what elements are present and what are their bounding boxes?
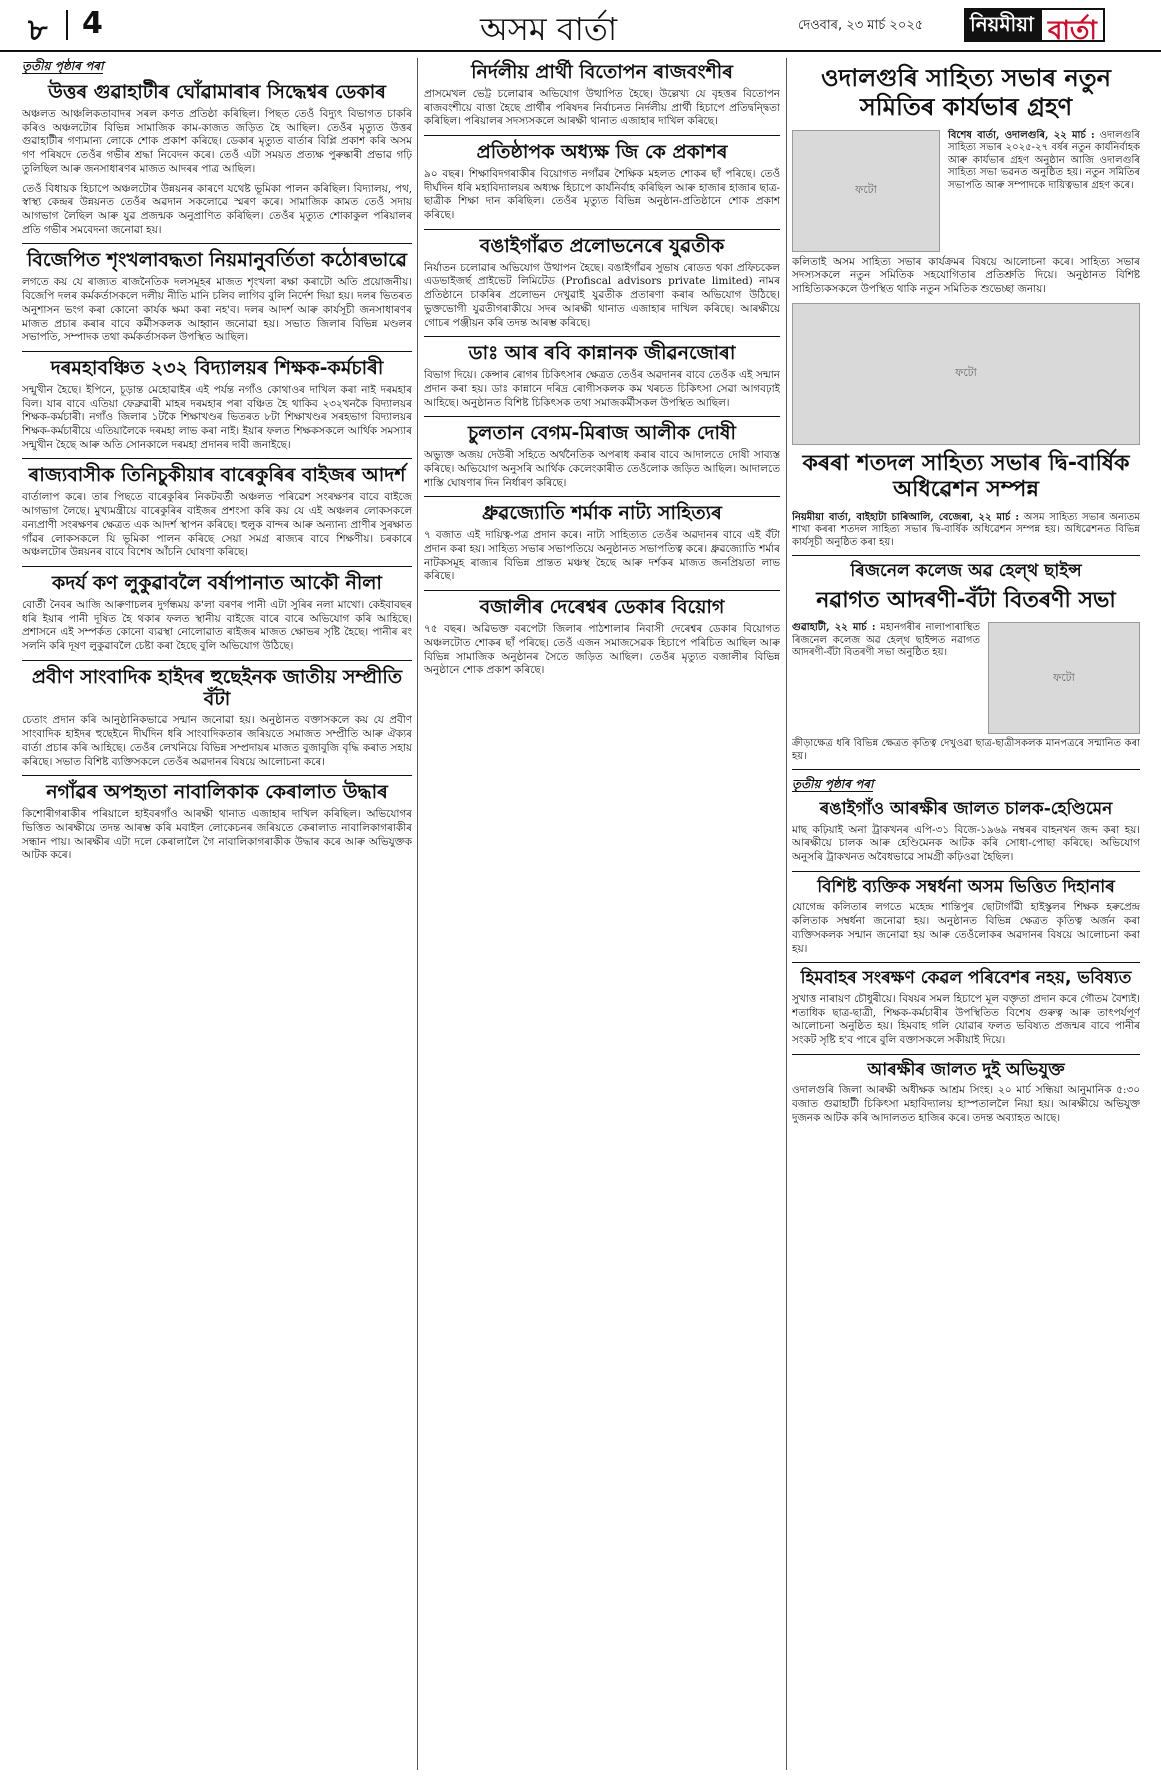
divider [792,1054,1140,1055]
article-body: কলিতাই অসম সাহিত্য সভাৰ কাৰ্যক্ৰমৰ বিষয়ে আলোচনা কৰে। সাহিত্য সভাৰ সদস্যসকলে নতুন সমিতিক সহযোগিতাৰ প্ৰতিশ্ৰুতি দিয়ে। অনুষ্ঠানত বিশিষ্ট সাহিত্যিকসকলে উপস্থিত থাকি নতুন সমিতিক শুভেচ্ছা জনায়। [792,255,1140,296]
divider [424,229,780,230]
article-title: বঙাইগাঁৱত প্ৰলোভনেৰে যুৱতীক [479,234,725,257]
caption-text: মহানগৰীৰ নালাপাৰাস্থিত ৰিজনেল কলেজ অৱ হেল্থ ছাইন্সত নৱাগত আদৰণী-বঁটা বিতৰণী সভা অনুষ্ঠিত হয়। [792,622,980,659]
article-body: অভ্যুক্ত অজয় দেউৰী সহিতে অৰ্থনৈতিক অপৰাধ কৰাৰ বাবে আদালতে দোষী সাব্যস্ত কৰিছে। অভিযোগ অনুসৰি আৰ্থিক কেলেংকাৰীত তেওঁলোক জড়িত আছিল। আদালতে শাস্তি ঘোষণাৰ দিন নিৰ্ধাৰণ কৰিছে। [424,449,780,489]
article-title: ৰঙাইগাঁও আৰক্ষীৰ জালত চালক-হেণ্ডিমেন [819,799,1113,820]
divider [22,660,412,661]
article-title: ডাঃ আৰ ৰবি কান্নানক জীৱনজোৰা [468,342,736,365]
article-body: মাছ কঢ়িয়াই অনা ট্ৰাকখনৰ এপি-৩১ বিজে-১৯৬৯ নম্বৰৰ বাহনখন জব্দ কৰা হয়। আৰক্ষীয়ে চালক আৰু হেণ্ডিমেনক আটক কৰি সোধা-পোছা কৰিছে। অভিযোগ অনুসৰি ট্ৰাকখনত অবৈধভাৱে সামগ্ৰী কঢ়িওৱা হৈছিল। [792,823,1140,864]
article-body: ৭ বজাত এই দায়িত্ব-পত্ৰ প্ৰদান কৰে। নাট্য সাহিত্যত তেওঁৰ অৱদানৰ বাবে এই বঁটা প্ৰদান কৰা হয়। সাহিত্য সভাৰ সভাপতিয়ে অনুষ্ঠানত সভাপতিত্ব কৰে। ধ্ৰুৱজ্যোতি শৰ্মাৰ নাটকসমূহ ৰাজ্যৰ বিভিন্ন প্ৰান্তত মঞ্চস্থ হৈছে আৰু দৰ্শকৰ মাজত জনপ্ৰিয়তা লাভ কৰিছে। [424,529,780,583]
subheading: ৰিজনেল কলেজ অৱ হেল্থ ছাইন্স [850,561,1082,582]
article-body: বাৰ্তালাপ কৰে। তাৰ পিছতে বাৰেকুৰিৰ নিকটবৰ্তী অঞ্চলত পৰিৱেশ সংৰক্ষণৰ বাবে বাইজে আগভাগ লৈছে। মুখ্যমন্ত্ৰীয়ে বাৰেকুৰিৰ বাইজৰ প্ৰশংসা কৰি কয় যে এই অঞ্চলৰ লোকসকলে বন্যপ্ৰাণী সংৰক্ষণৰ ক্ষেত্ৰত এক আদৰ্শ স্থাপন কৰিছে। হুলুক বান্দৰ আৰু অন্যান্য প্ৰাণীৰ সুৰক্ষাত গাঁৱৰ লোকসকলে যি ভূমিকা পালন কৰিছে সেয়া সমগ্ৰ ৰাজ্যৰ বাবে শিক্ষণীয়। চৰকাৰে অঞ্চলটোৰ উন্নয়নৰ বাবে বিশেষ আঁচনি ঘোষণা কৰিছে। [22,491,412,559]
dateline: বিশেষ বাৰ্তা, ওদালগুৰি, ২২ মাৰ্চ : [948,129,1095,141]
article-title: হিমবাহৰ সংৰক্ষণ কেৱল পৰিবেশৰ নহয়, ভবিষ্যত [800,968,1132,989]
article-title: প্ৰতিষ্ঠাপক অধ্যক্ষ জি কে প্ৰকাশৰ [476,141,728,164]
article-body: নিৰ্যাতন চলোৱাৰ অভিযোগ উত্থাপন হৈছে। বঙাইগাঁৱৰ সুভাষ ৰোডত থকা প্ৰফিচকেল এডভাইজৰ্ছ প্ৰাইভেট লিমিটেড (Profiscal advisors private limited) নামৰ প্ৰতিষ্ঠানে চাকৰিৰ প্ৰলোভন দেখুৱাই যুৱতীক প্ৰতাৰণা কৰাৰ অভিযোগ উঠিছে। ভুক্তভোগী যুৱতীগৰাকীয়ে সদৰ আৰক্ষী থানাত এজাহাৰ দাখিল কৰিছে। আৰক্ষীয়ে গোচৰ পঞ্জীয়ন কৰি তদন্ত আৰম্ভ কৰিছে। [424,261,780,329]
feature-headline: কৰৰা শতদল সাহিত্য সভাৰ দ্বি-বাৰ্ষিক অধিৱেশন সম্পন্ন [802,450,1130,503]
column-middle [424,58,780,1770]
column-right [792,58,1140,1770]
divider [22,566,412,567]
divider [792,871,1140,872]
article-body: সন্মুখীন হৈছে। ইপিনে, চূড়ান্ত মেহোৱাইৰ এই পৰ্যন্ত নগাঁও কোথাওৰ দাখিল কৰা নাই দৰমহাৰ বিল। যাৰ বাবে এতিয়া ফেব্ৰুৱাৰী মাহৰ দৰমহাৰ পৰা বঞ্চিত হৈ থাকিব ২৩২খনকৈ বিদ্যালয়ৰ শিক্ষক-কৰ্মচাৰী। নগাঁও জিলাৰ ১টকৈ শিক্ষাখণ্ডৰ ভিতৰত ৮টা শিক্ষাখণ্ডৰ সৰহভাগ বিদ্যালয়ৰ শিক্ষক-কৰ্মচাৰীয়ে এতিয়ালৈকে দৰমহা লাভ কৰা নাই। ইয়াৰ ফলত শিক্ষকসকলে আৰ্থিক সমস্যাৰ সন্মুখীন হৈছে আৰু অতি সোনকালে দৰমহা প্ৰদানৰ দাবী জনাইছে। [22,383,412,451]
logo-right: বাৰ্তা [1040,8,1105,42]
article-body: বিভাগ দিয়ে। কেন্সাৰ ৰোগৰ চিকিৎসাৰ ক্ষেত্ৰত তেওঁৰ অৱদানৰ বাবে তেওঁক এই সন্মান প্ৰদান কৰা হয়। ডাঃ কান্নানে দৰিদ্ৰ ৰোগীসকলক কম খৰচত চিকিৎসা সেৱা আগবঢ়াই আহিছে। অনুষ্ঠানত বিশিষ্ট চিকিৎসক তথা সমাজকৰ্মীসকল উপস্থিত আছিল। [424,369,780,409]
header-divider [66,10,68,40]
article-title: প্ৰবীণ সাংবাদিক হাইদৰ হুছেইনক জাতীয় সম্প্ৰীতি বঁটা [31,665,403,710]
news-photo: ফটো [792,130,940,252]
article-body: লগতে কয় যে ৰাজ্যত ৰাজনৈতিক দলসমূহৰ মাজত শৃংখলা ৰক্ষা কৰাটো অতি প্ৰয়োজনীয়। বিজেপি দলৰ কৰ্মকৰ্তাসকলে দলীয় নীতি মানি চলিব লাগিব বুলি নিৰ্দেশ দিয়া হয়। দলৰ ভিতৰত অনুশাসন ভংগ কৰা কোনো কাৰ্যক ক্ষমা কৰা নহ'ব। দলৰ আদৰ্শ আৰু কাৰ্যসূচী জনসাধাৰণৰ মাজত প্ৰচাৰ কৰাৰ বাবে কৰ্মীসকলক আহ্বান জনোৱা হয়। সভাত জিলাৰ বিভিন্ন মণ্ডলৰ সভাপতি, সম্পাদক তথা কৰ্মকৰ্তাসকল উপস্থিত আছিল। [22,276,412,344]
lead-headline: ওদালগুৰি সাহিত্য সভাৰ নতুন সমিতিৰ কাৰ্যভাৰ গ্ৰহণ [821,64,1111,121]
divider [22,351,412,352]
article-body: ওদালগুৰি জিলা আৰক্ষী অধীক্ষক আশ্ৰম সিংহ। ২০ মাৰ্চ সন্ধিয়া আনুমানিক ৫:৩০ বজাত গুৱাহাটী চিকিৎসা মহাবিদ্যালয় হাস্পতাললৈ নিয়া হয়। আৰক্ষীয়ে অভিযুক্ত দুজনক আটক কৰি আদালতত হাজিৰ কৰে। তদন্ত অব্যাহত আছে। [792,1084,1140,1124]
article-body: যোগেন্দ্ৰ কলিতাৰ লগতে মহেন্দ্ৰ শান্তিপুৰ ছোটাগাঁৱী হাইস্কুলৰ শিক্ষক হৰুপ্ৰেন্দ্ৰ কলিতাক সম্বৰ্ধনা জনোৱা হয়। অনুষ্ঠানত বিভিন্ন ক্ষেত্ৰত কৃতিত্ব অৰ্জন কৰা ব্যক্তিসকলক সন্মান জনোৱা হয় আৰু তেওঁলোকৰ অৱদানৰ বিষয়ে আলোচনা কৰা হয়। [792,901,1140,955]
article-body: চেতাং প্ৰদান কৰি আনুষ্ঠানিকভাৱে সন্মান জনোৱা হয়। অনুষ্ঠানত বক্তাসকলে কয় যে প্ৰবীণ সাংবাদিক হাইদৰ হুছেইনে দীৰ্ঘদিন ধৰি সাংবাদিকতাৰ জৰিয়তে সমাজত সম্প্ৰীতি আৰু ঐক্যৰ বাৰ্তা প্ৰচাৰ কৰি আহিছে। তেওঁৰ লেখনিয়ে বিভিন্ন সম্প্ৰদায়ৰ মাজত বুজাবুজি বৃদ্ধি কৰাত সহায় কৰিছে। সভাত বিশিষ্ট ব্যক্তিসকলে তেওঁৰ অৱদানৰ বিষয়ে আলোচনা কৰে। [22,714,412,768]
divider [424,590,780,591]
article-body: প্ৰাসমেখল ভেট্ট চলোৱাৰ অভিযোগ উত্থাপিত হৈছে। উল্লেখ্য যে বৃহত্তৰ বিতোপন ৰাজবংশীয়ে বাত্তা হৈছে প্ৰাৰ্থীৰ পৰিষদৰ নিৰ্বাচনত নিৰ্দলীয় প্ৰাৰ্থী হিচাপে প্ৰতিদ্বন্দ্বিতা কৰিছিল। পৰিয়ালৰ সদস্যসকলে আৰক্ষী থানাত এজাহাৰ দাখিল কৰিছে। [424,87,780,128]
divider [792,962,1140,963]
article-title: উত্তৰ গুৱাহাটীৰ ঘোঁৱামাৰাৰ সিদ্ধেশ্বৰ ডেকাৰ [48,81,386,103]
divider [424,336,780,337]
dateline: গুৱাহাটী, ২২ মাৰ্চ : [792,622,876,634]
feature-headline: নৱাগত আদৰণী-বঁটা বিতৰণী সভা [816,587,1116,613]
column-rule [786,58,787,1770]
article-title: বজালীৰ দেৰেশ্বৰ ডেকাৰ বিয়োগ [479,596,725,619]
dateline: নিয়মীয়া বাৰ্তা, বাইহাটা চাৰিআলি, বেজেৰা, ২২ মাৰ্চ : [792,511,1020,523]
article-title: নিৰ্দলীয় প্ৰাৰ্থী বিতোপন ৰাজবংশীৰ [471,61,733,83]
article-title: নগাঁৱৰ অপহৃতা নাবালিকাক কেৰালাত উদ্ধাৰ [46,781,388,804]
article-title: চুলতান বেগম-মিৰাজ আলীক দোষী [468,422,736,445]
article-title: ধ্ৰুৱজ্যোতি শৰ্মাক নাট্য সাহিত্যৰ [482,502,722,525]
continued-kicker: তৃতীয় পৃষ্ঠাৰ পৰা [792,777,874,792]
divider [424,496,780,497]
article-title: কদৰ্য কণ লুকুৱাবলৈ বৰ্ষাপানাত আকৌ নীলা [52,572,382,594]
news-photo: ফটো [792,303,1140,445]
photo-caption [792,512,1140,550]
article-title: ৰাজ্যবাসীক তিনিচুকীয়াৰ বাৰেকুৰিৰ বাইজৰ আদৰ্শ [28,464,406,487]
section-title: অসম বাৰ্তা [480,10,618,48]
photo-caption: ক্ৰীড়াক্ষেত্ৰ ধৰি বিভিন্ন ক্ষেত্ৰত কৃতিত্ব দেখুওৱা ছাত্ৰ-ছাত্ৰীসকলক মানপত্ৰৰে সন্মানিত কৰা হয়। [792,738,1140,762]
article-body: ৭৫ বছৰ। অৱিভক্ত বৰপেটা জিলাৰ পাঠশালাৰ নিবাসী দেৰেশ্বৰ ডেকাৰ বিয়োগত অঞ্চলটোত শোকৰ ছাঁ পৰিছে। তেওঁ এজন সমাজসেৱক হিচাপে পৰিচিত আছিল আৰু বিভিন্ন সামাজিক অনুষ্ঠানৰ সৈতে জড়িত আছিল। তেওঁৰ মৃত্যুত বজালীৰ বিভিন্ন অনুষ্ঠানে শোক প্ৰকাশ কৰিছে। [424,623,780,677]
page-header [0,0,1161,52]
divider [792,769,1140,770]
article-title: দৰমহাবঞ্চিত ২৩২ বিদ্যালয়ৰ শিক্ষক-কৰ্মচাৰী [50,356,384,379]
article-body: অঞ্চলত আঞ্চলিকতাবাদৰ সৰল কণত প্ৰতিষ্ঠা কৰিছিল। পিছত তেওঁ বিদ্যুৎ বিভাগত চাকৰি কৰিও অঞ্চলটোৰ বিভিন্ন সামাজিক কাম-কাজত জড়িত হৈ আছিল। তেওঁৰ মৃত্যুত উত্তৰ গুৱাহাটীৰ গণ্যমান্য লোকে শোক প্ৰকাশ কৰিছে। ডেকাৰ মৃত্যুত বাৰ্তাৰ বিপ্লি প্ৰকাশ কৰি অসম গণ পৰিষদে তেওঁৰ গভীৰ শ্ৰদ্ধা নিবেদন কৰে। তেওঁ এটা সময়ত প্ৰত্যক্ষ পুৰুষ্কাৰী প্ৰভাৱ গঢ়ি তুলিছিল আৰু জনসাধাৰণৰ মাজত আদৰৰ পাত্ৰ আছিল। [22,107,412,175]
masthead-logo [964,8,1150,46]
issue-date: দেওবাৰ, ২৩ মাৰ্চ ২০২৫ [798,18,924,33]
article-title: বিজেপিত শৃংখলাবদ্ধতা নিয়মানুবৰ্তিতা কঠোৰভাৱে [26,249,408,272]
caption-text: অসম সাহিত্য সভাৰ অন্যতম শাখা কৰৰা শতদল সাহিত্য সভাৰ দ্বি-বাৰ্ষিক অধিৱেশন সম্পন্ন হয়। অধিৱেশনত বিভিন্ন কাৰ্যসূচী অনুষ্ঠিত কৰা হয়। [792,511,1140,548]
news-photo: ফটো [988,622,1140,734]
divider [22,458,412,459]
column-rule [417,58,418,1770]
page-number: ৮ [28,13,48,48]
article-title: বিশিষ্ট ব্যক্তিক সম্বৰ্ধনা অসম ভিত্তিত দিহানাৰ [817,876,1115,897]
divider [22,775,412,776]
article-body: ৯০ বছৰ। শিক্ষাবিদগৰাকীৰ বিয়োগত নগাঁৱৰ শৈক্ষিক মহলত শোকৰ ছাঁ পৰিছে। তেওঁ দীৰ্ঘদিন ধৰি মহাবিদ্যালয়ৰ অধ্যক্ষ হিচাপে কাৰ্যনিৰ্বাহ কৰিছিল আৰু হাজাৰ হাজাৰ ছাত্ৰ-ছাত্ৰীক শিক্ষা দান কৰিছিল। তেওঁৰ মৃত্যুত বিভিন্ন অনুষ্ঠান-প্ৰতিষ্ঠানে শোক প্ৰকাশ কৰিছে। [424,167,780,222]
article-body: কিশোৰীগৰাকীৰ পৰিয়ালে হাইবৰগাঁও আৰক্ষী থানাত এজাহাৰ দাখিল কৰিছিল। অভিযোগৰ ভিত্তিত আৰক্ষীয়ে তদন্ত আৰম্ভ কৰি মবাইল লোকেচনৰ জৰিয়তে কেৰালাত নাবালিকাগৰাকীৰ সন্ধান পায়। আৰক্ষীৰ এটা দলে কেৰালালৈ গৈ নাবালিকাগৰাকীক উদ্ধাৰ কৰে আৰু অভিযুক্তক আটক কৰে। [22,808,412,862]
divider [424,416,780,417]
divider [22,243,412,244]
article-body: তেওঁ বিধায়ক হিচাপে অঞ্চলটোৰ উন্নয়নৰ কাৰণে যথেষ্ট ভূমিকা পালন কৰিছিল। বিদ্যালয়, পথ, স্বাস্থ্য কেন্দ্ৰৰ উন্নয়নত তেওঁৰ অৱদান সকলোৱে স্মৰণ কৰে। সামাজিক কামত তেওঁ সদায় আগভাগ লৈছিল আৰু যুৱ প্ৰজন্মক অনুপ্ৰাণিত কৰিছিল। তেওঁৰ মৃত্যুত শোকাকুল পৰিয়ালৰ প্ৰতি গভীৰ সমবেদনা জনোৱা হয়। [22,182,412,236]
column-left [22,58,412,1770]
continued-kicker: তৃতীয় পৃষ্ঠাৰ পৰা [22,59,104,73]
article-body: বোৰ্তী নৈবৰ আজি আৰুণাচলৰ দুৰ্গন্ধময় ক'লা বৰণৰ পানী এটা সুৰিৰ নলা মাখো। কেইবাবছৰ ধৰি ইয়াৰ পানী দূষিত হৈ থকাৰ ফলত স্থানীয় বাইজে বাৰে বাৰে অভিযোগ কৰি আহিছে। প্ৰশাসনে এই সম্পৰ্কত কোনো ব্যৱস্থা নোলোৱাত ৰাইজৰ মাজত ক্ষোভৰ সৃষ্টি হৈছে। পানীৰ ৰং সলনি কৰি দূষণ লুকুৱাবলৈ চেষ্টা কৰা হৈছে বুলি অভিযোগ উঠিছে। [22,598,412,653]
caption-text: ওদালগুৰি সাহিত্য সভাৰ ২০২৫-২৭ বৰ্ষৰ নতুন কাৰ্যনিৰ্বাহক আৰু কাৰ্যভাৰ গ্ৰহণ অনুষ্ঠান আজি ওদালগুৰি সাহিত্য সভা ভৱনত অনুষ্ঠিত হয়। নতুন সমিতিৰ সভাপতি আৰু সম্পাদকে দায়িত্বভাৰ গ্ৰহণ কৰে। [948,129,1140,191]
article-title: আৰক্ষীৰ জালত দুই অভিযুক্ত [867,1059,1065,1080]
page-number-alt: 4 [82,6,103,41]
divider [424,135,780,136]
article-body: সুখাত্ত নাৰায়ণ চৌধুৰীয়ে। বিষয়ৰ সমল হিচাপে মূল বক্তৃতা প্ৰদান কৰে গৌতম বৈশ্যই। শতাধিক ছাত্ৰ-ছাত্ৰী, শিক্ষক-কৰ্মচাৰীৰ উপস্থিতিত বিশেষ গুৰুত্ব আৰু তাৎপৰ্যপূৰ্ণ আলোচনা অনুষ্ঠিত হয়। হিমবাহ গলি যোৱাৰ ফলত ভবিষ্যত প্ৰজন্মৰ বাবে পানীৰ সংকট সৃষ্টি হ'ব পাৰে বুলি বক্তাসকলে সকীয়াই দিয়ে। [792,992,1140,1046]
logo-left: নিয়মীয়া [964,8,1040,42]
divider [792,555,1140,556]
